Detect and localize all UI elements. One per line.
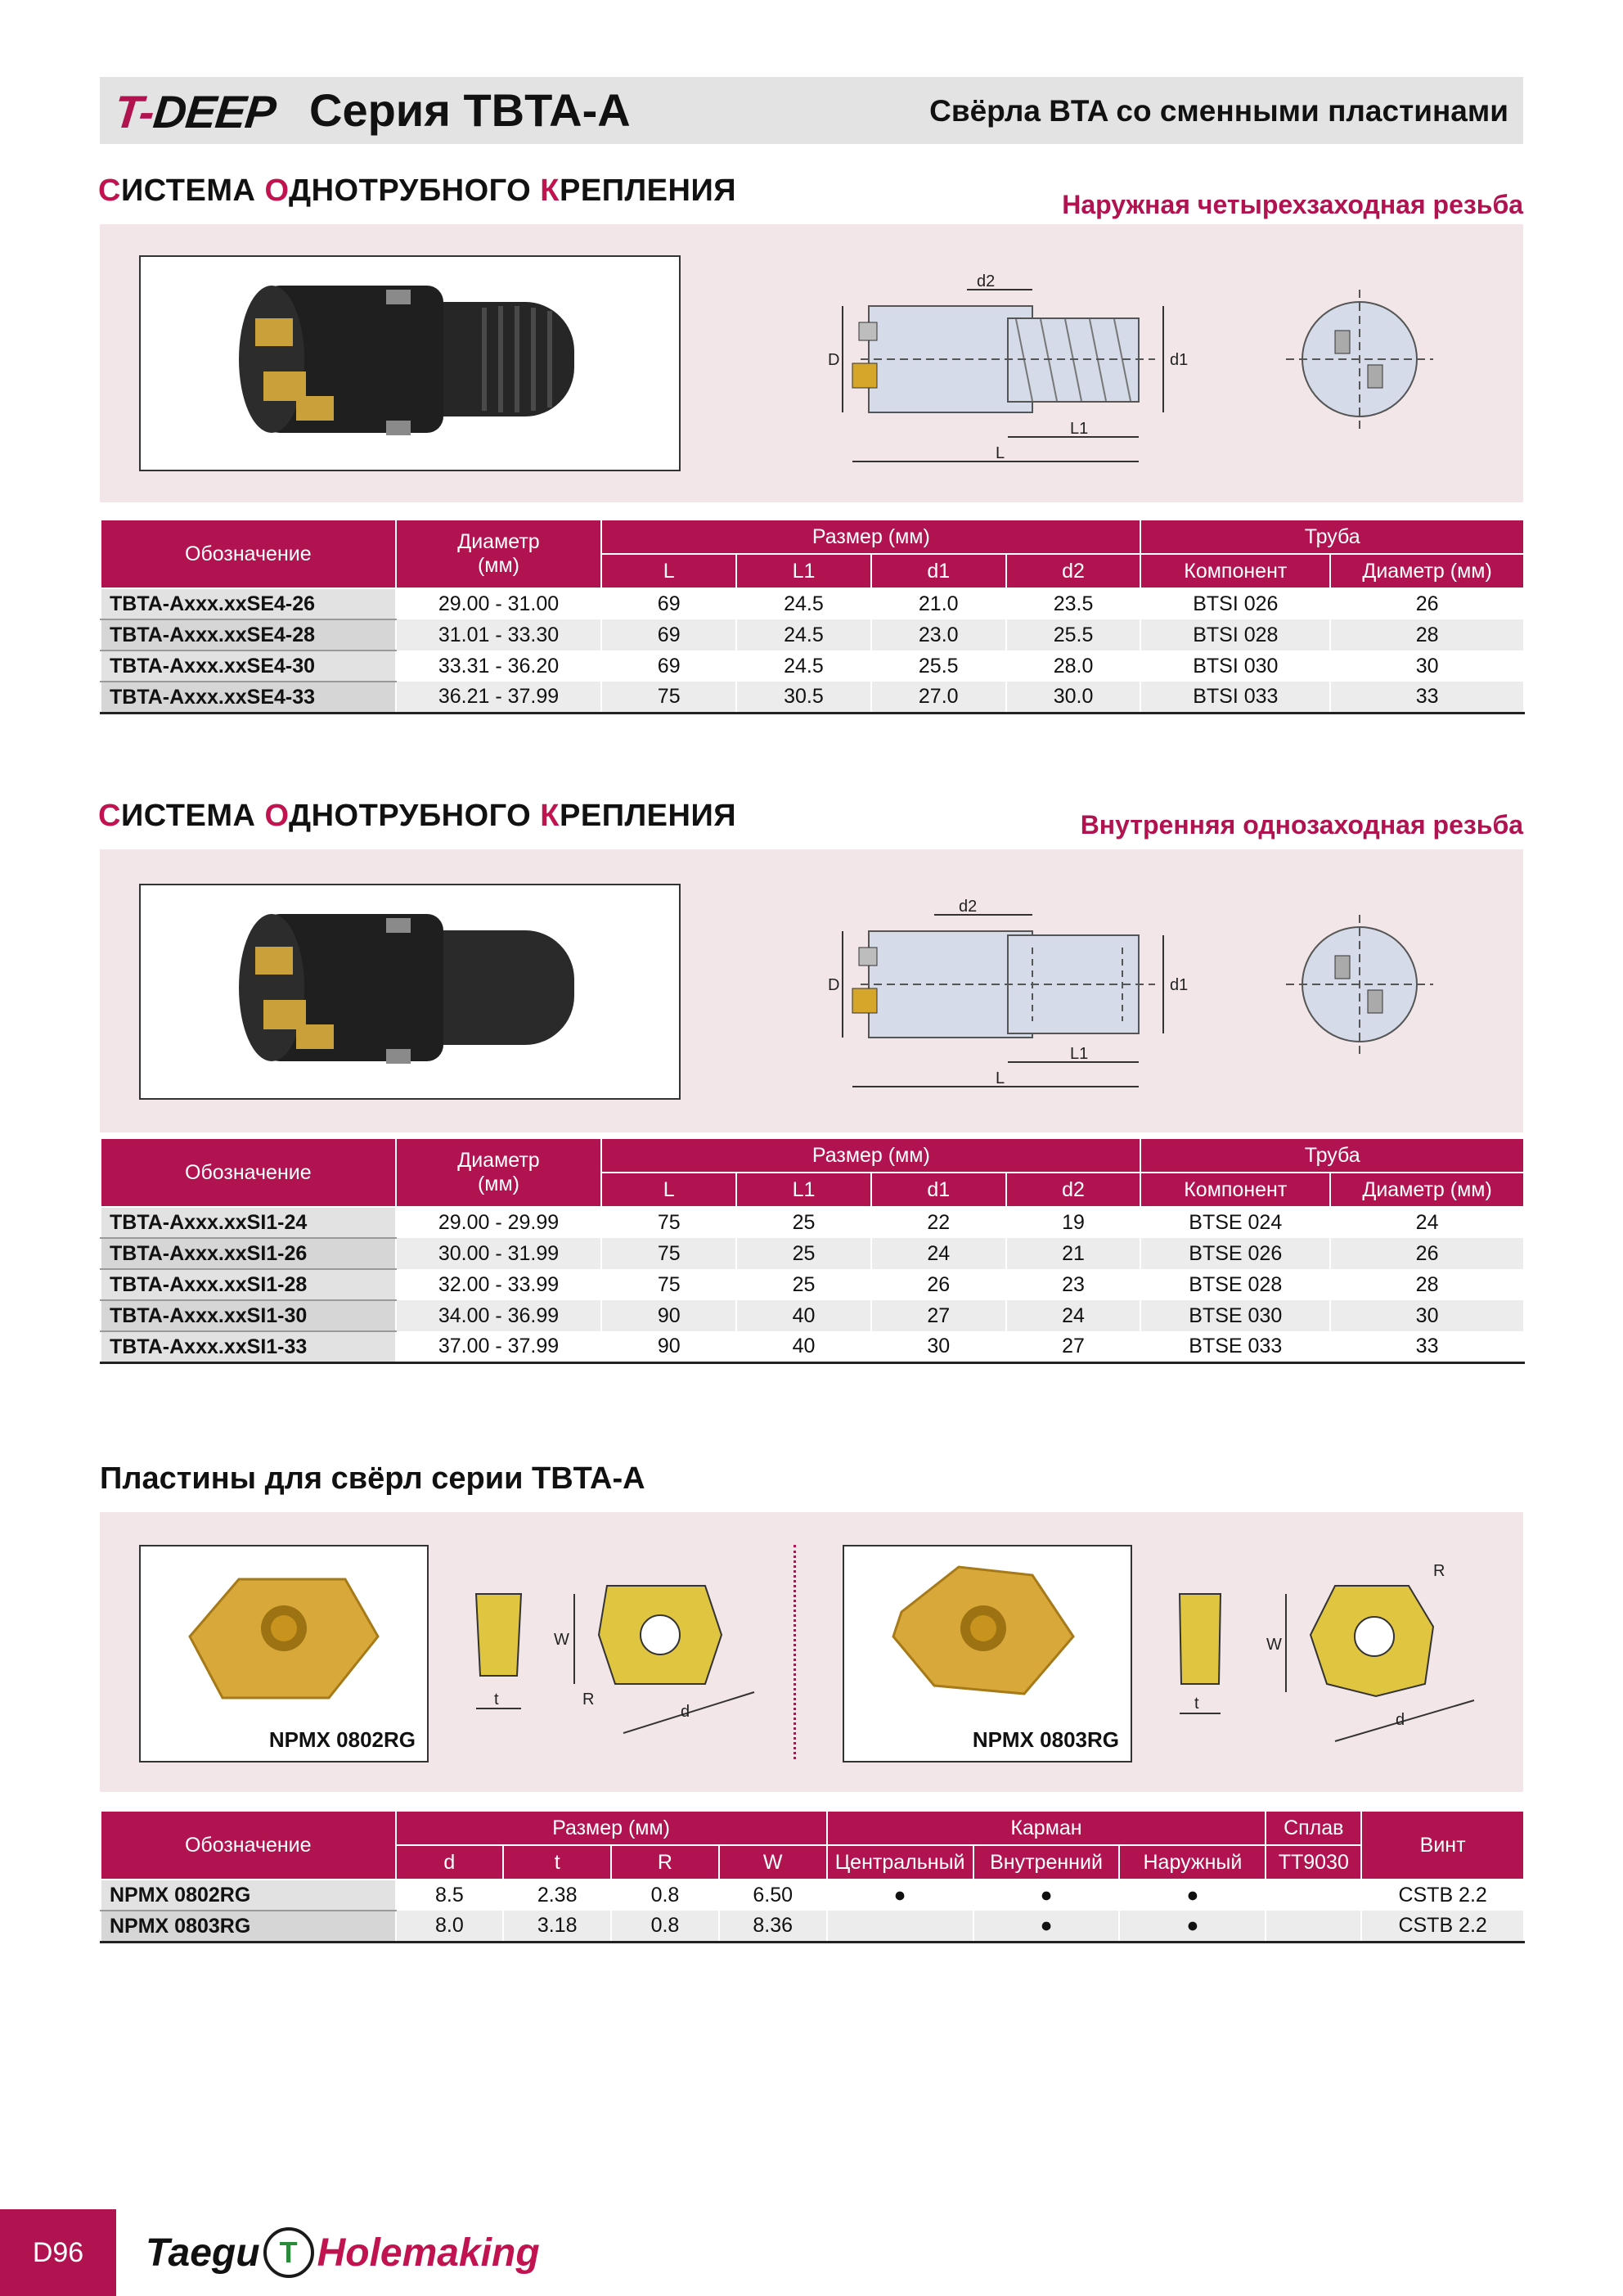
col-size-group: Размер (мм) [601, 1138, 1140, 1173]
col-outer: Наружный [1119, 1845, 1266, 1880]
col-designation: Обозначение [101, 1138, 396, 1207]
insert1-photo [139, 1545, 429, 1763]
col-size-group: Размер (мм) [601, 520, 1140, 554]
col-designation: Обозначение [101, 1811, 396, 1880]
section2-thread-note: Внутренняя однозаходная резьба [1080, 810, 1523, 840]
drill-head-drawing-2 [771, 898, 1490, 1111]
svg-text:d1: d1 [1170, 976, 1189, 994]
col-grade: TT9030 [1266, 1845, 1361, 1880]
inserts-spec-table [100, 1810, 1525, 1943]
col-d: d [396, 1845, 504, 1880]
col-t: t [503, 1845, 611, 1880]
logo-t-icon: T [263, 2227, 314, 2278]
table-row: TBTA-Axxx.xxSE4-28 31.01 - 33.30 69 24.5 23.0 25.5 BTSI 028 28 [101, 619, 1524, 651]
svg-text:d2: d2 [959, 898, 978, 916]
section2-spec-table [100, 1137, 1525, 1364]
col-size-group: Размер (мм) [396, 1811, 827, 1845]
drill-head-image-2 [141, 885, 679, 1098]
series-title: Серия TBTA-A [309, 84, 631, 136]
section1-thread-note: Наружная четырехзаходная резьба [1062, 190, 1523, 219]
col-d1: d1 [871, 554, 1006, 588]
col-diameter: Диаметр (мм) [396, 1138, 602, 1207]
svg-text:t: t [494, 1690, 499, 1708]
svg-text:L: L [996, 1069, 1005, 1087]
section1-title: СИСТЕМА ОДНОТРУБНОГО КРЕПЛЕНИЯ [98, 173, 737, 208]
brand-logo: T-DEEP [111, 86, 278, 137]
svg-text:D: D [828, 976, 840, 994]
table-row: TBTA-Axxx.xxSI1-33 37.00 - 37.99 90 40 30 27 BTSE 033 33 [101, 1331, 1524, 1363]
inserts-title: Пластины для свёрл серии TBTA-A [100, 1461, 645, 1496]
company-logo: Taegu T Holemaking [146, 2227, 540, 2278]
svg-text:W: W [1266, 1636, 1282, 1654]
col-screw: Винт [1361, 1811, 1524, 1880]
col-L1: L1 [736, 554, 871, 588]
col-central: Центральный [827, 1845, 973, 1880]
insert2-label: NPMX 0803RG [972, 1727, 1119, 1752]
svg-text:t: t [1194, 1695, 1199, 1713]
table-row: TBTA-Axxx.xxSE4-33 36.21 - 37.99 75 30.5 27.0 30.0 BTSI 033 33 [101, 682, 1524, 714]
svg-text:R: R [582, 1690, 595, 1708]
col-L1: L1 [736, 1173, 871, 1207]
table-row: TBTA-Axxx.xxSI1-24 29.00 - 29.99 75 25 22 19 BTSE 024 24 [101, 1207, 1524, 1238]
inserts-divider [794, 1545, 796, 1759]
col-inner: Внутренний [973, 1845, 1120, 1880]
table-row: TBTA-Axxx.xxSI1-28 32.00 - 33.99 75 25 26 23 BTSE 028 28 [101, 1269, 1524, 1300]
table-row: TBTA-Axxx.xxSI1-26 30.00 - 31.99 75 25 24 21 BTSE 026 26 [101, 1238, 1524, 1269]
table-row: NPMX 0802RG 8.5 2.38 0.8 6.50 ● ● ● CSTB 2.2 [101, 1880, 1524, 1911]
svg-text:L: L [996, 444, 1005, 462]
section2-figure-panel [100, 849, 1523, 1132]
col-tube-diameter: Диаметр (мм) [1330, 554, 1524, 588]
insert2-image [844, 1546, 1131, 1718]
svg-text:d: d [681, 1703, 690, 1721]
col-d1: d1 [871, 1173, 1006, 1207]
col-designation: Обозначение [101, 520, 396, 588]
col-L: L [601, 1173, 736, 1207]
insert1-label: NPMX 0802RG [268, 1727, 416, 1752]
col-d2: d2 [1006, 554, 1141, 588]
svg-text:W: W [554, 1631, 569, 1649]
drill-head-drawing [771, 273, 1490, 486]
col-R: R [611, 1845, 719, 1880]
col-pocket-group: Карман [827, 1811, 1266, 1845]
inserts-figure-panel [100, 1512, 1523, 1792]
section1-figure-panel [100, 224, 1523, 502]
svg-text:d: d [1396, 1711, 1405, 1729]
col-diameter: Диаметр (мм) [396, 520, 602, 588]
svg-text:L1: L1 [1070, 420, 1089, 438]
section1-spec-table [100, 519, 1525, 714]
drill-head-photo-2 [139, 884, 681, 1100]
page-number: D96 [0, 2209, 116, 2296]
table-row: TBTA-Axxx.xxSE4-26 29.00 - 31.00 69 24.5 21.0 23.5 BTSI 026 26 [101, 588, 1524, 619]
insert2-drawing [1163, 1553, 1540, 1766]
insert2-photo [843, 1545, 1132, 1763]
svg-text:d2: d2 [977, 273, 996, 290]
table-row: NPMX 0803RG 8.0 3.18 0.8 8.36 ● ● CSTB 2.2 [101, 1911, 1524, 1943]
drill-head-image [141, 257, 679, 470]
col-W: W [719, 1845, 827, 1880]
insert1-image [141, 1546, 427, 1718]
table-row: TBTA-Axxx.xxSI1-30 34.00 - 36.99 90 40 27 24 BTSE 030 30 [101, 1300, 1524, 1331]
page-subtitle: Свёрла BTA со сменными пластинами [929, 94, 1508, 128]
svg-text:L1: L1 [1070, 1045, 1089, 1063]
col-tube-diameter: Диаметр (мм) [1330, 1173, 1524, 1207]
col-tube-group: Труба [1140, 520, 1524, 554]
col-L: L [601, 554, 736, 588]
table-row: TBTA-Axxx.xxSE4-30 33.31 - 36.20 69 24.5 25.5 28.0 BTSI 030 30 [101, 651, 1524, 682]
col-d2: d2 [1006, 1173, 1141, 1207]
drill-head-photo [139, 255, 681, 471]
section2-title: СИСТЕМА ОДНОТРУБНОГО КРЕПЛЕНИЯ [98, 799, 737, 833]
svg-text:D: D [828, 351, 840, 369]
svg-text:R: R [1433, 1562, 1445, 1580]
col-component: Компонент [1140, 1173, 1330, 1207]
col-alloy: Сплав [1266, 1811, 1361, 1845]
col-component: Компонент [1140, 554, 1330, 588]
col-tube-group: Труба [1140, 1138, 1524, 1173]
svg-text:d1: d1 [1170, 351, 1189, 369]
